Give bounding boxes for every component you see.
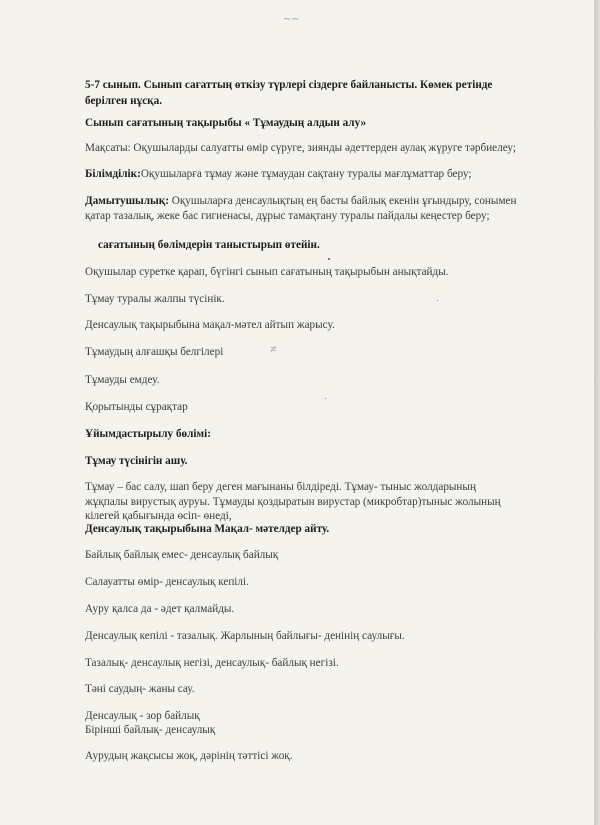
part-item-4: Тұмаудың алғашқы белгілері: [85, 346, 224, 358]
proverb-1: Байлық байлық емес- денсаулық байлық: [85, 549, 279, 561]
ink-speck: [437, 300, 438, 301]
goal-line: Мақсаты: Оқушыларды салуатты өмір сүруге, зиянды әдеттерден аулақ жүруге тәрбиелеу;: [85, 142, 516, 154]
part-item-6: Қорытынды сұрақтар: [85, 401, 188, 413]
concept-line-2: жұқпалы вирустық ауруы. Тұмауды қоздыратын вирустар (микробтар)тыныс жолының: [85, 496, 501, 508]
concept-line-1: Тұмау – бас салу, шап беру деген мағынаны білдіреді. Тұмау- тыныс жолдарының: [85, 481, 476, 493]
page-edge: [594, 0, 600, 825]
developmental-text: Оқушыларға денсаулықтың ең басты байлық екенін ұғындыру, сонымен: [168, 195, 517, 207]
proverb-2: Салауатты өмір- денсаулық кепілі.: [85, 576, 249, 588]
parts-intro: сағатының бөлімдерін таныстырып өтейін.: [98, 239, 320, 251]
concept-line-3: кілегей қабығында өсіп- өнеді,: [85, 510, 232, 522]
proverb-7: Денсаулық - зор байлық: [85, 710, 200, 722]
org-heading: Ұйымдастырылу бөлімі:: [85, 428, 211, 440]
proverb-4: Денсаулық кепілі - тазалық. Жарлының байлығы- денінің саулығы.: [85, 630, 405, 642]
proverb-5: Тазалық- денсаулық негізі, денсаулық- байлық негізі.: [85, 657, 339, 669]
concept-heading: Тұмау түсінігін ашу.: [85, 455, 188, 467]
part-item-5: Тұмауды емдеу.: [85, 374, 160, 386]
educational-line: [85, 167, 471, 181]
header-line-1: 5-7 сынып. Сынып сағаттың өткізу түрлері сіздерге байланысты. Көмек ретінде: [85, 79, 493, 91]
educational-label: Білімділік:: [85, 168, 141, 180]
proverb-8: Бірінші байлық- денсаулық: [85, 724, 216, 736]
proverbs-heading: Денсаулық тақырыбына Мақал- мәтелдер айту.: [85, 523, 330, 535]
developmental-line-2: қатар тазалық, жеке бас гигиенасы, дұрыс тамақтану туралы пайдалы кеңестер беру;: [85, 210, 490, 222]
developmental-line: [85, 194, 516, 208]
topic-line: Сынып сағатының тақырыбы « Тұмаудың алдын алу»: [85, 117, 367, 129]
part-item-1: Оқушылар суретке қарап, бүгінгі сынып сағатының тақырыбын анықтайды.: [85, 266, 449, 278]
proverb-9: Аурудың жақсысы жоқ, дәрінің тәттісі жоқ.: [85, 750, 293, 762]
proverb-3: Ауру қалса да - әдет қалмайды.: [85, 603, 235, 615]
ink-speck: [328, 258, 330, 260]
developmental-label: Дамытушылық:: [85, 195, 169, 207]
scribble-mark: ≠: [270, 342, 277, 356]
top-margin-mark: ∼∼: [283, 14, 300, 25]
header-line-2: берілген нұсқа.: [85, 95, 163, 107]
proverb-6: Тәні саудың- жаны сау.: [85, 683, 195, 695]
part-item-3: Денсаулық тақырыбына мақал-мәтел айтып жарысу.: [85, 319, 335, 331]
part-item-2: Тұмау туралы жалпы түсінік.: [85, 293, 225, 305]
ink-speck: [325, 398, 326, 399]
educational-text: Оқушыларға тұмау және тұмаудан сақтану туралы мағлұматтар беру;: [140, 168, 472, 180]
